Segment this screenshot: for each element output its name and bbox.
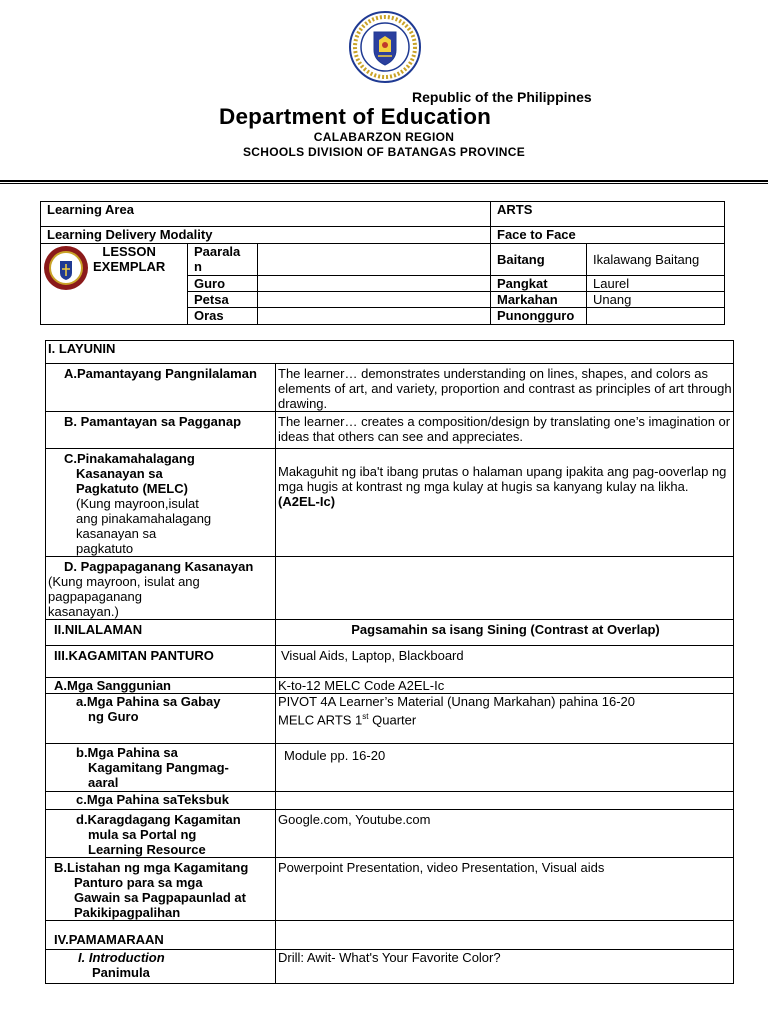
pamantayang-nilalaman-value: The learner… demonstrates understanding on lines, shapes, and colors as elements of art, and variety, proportion and contrast as principles of art through drawing. [276, 364, 734, 412]
republic-line: Republic of the Philippines [412, 89, 592, 105]
melc-label: C.Pinakamahalagang Kasanayan sa Pagkatuto (MELC) (Kung mayroon,isulat ang pinakamahalagang kasanayan sa pagkatuto [46, 449, 276, 557]
oras-label: Oras [188, 308, 258, 325]
nilalaman-value: Pagsamahin sa isang Sining (Contrast at Overlap) [276, 620, 734, 646]
pangkat-label: Pangkat [491, 276, 587, 292]
division-line: SCHOOLS DIVISION OF BATANGAS PROVINCE [242, 145, 525, 159]
pamamaraan-label: IV.PAMAMARAAN [46, 921, 276, 950]
introduction-value: Drill: Awit- What's Your Favorite Color? [276, 950, 734, 984]
gabay-guro-label: a.Mga Pahina sa Gabay ng Guro [46, 694, 276, 744]
deped-seal [348, 10, 422, 84]
kagamitang-pangmagaaral-value: Module pp. 16-20 [276, 744, 734, 792]
learning-area-value: ARTS [491, 202, 725, 227]
portal-label: d.Karagdagang Kagamitan mula sa Portal ng Learning Resource [46, 810, 276, 858]
sanggunian-label: A.Mga Sanggunian [46, 678, 276, 694]
pagpapaganang-label: D. Pagpapaganang Kasanayan (Kung mayroon, isulat ang pagpapaganang kasanayan.) [46, 557, 276, 620]
pamamaraan-value [276, 921, 734, 950]
header-rule [0, 180, 768, 182]
modality-value: Face to Face [491, 227, 725, 244]
petsa-label: Petsa [188, 292, 258, 308]
lesson-plan-table [45, 340, 734, 984]
header-rule-thin [0, 183, 768, 184]
region-line: CALABARZON REGION [313, 130, 455, 144]
pangkat-value: Laurel [587, 276, 725, 292]
learning-area-label: Learning Area [41, 202, 491, 227]
markahan-value: Unang [587, 292, 725, 308]
markahan-label: Markahan [491, 292, 587, 308]
punongguro-value [587, 308, 725, 325]
department-title: Department of Education [219, 104, 492, 129]
kagamitan-panturo-value: Visual Aids, Laptop, Blackboard [276, 646, 734, 678]
paaralan-label: Paarala n [188, 244, 258, 276]
pamantayan-pagganap-value: The learner… creates a composition/design by translating one’s imagination or ideas that others can see and appreciates. [276, 412, 734, 449]
introduction-label: I. Introduction Panimula [46, 950, 276, 984]
school-logo-icon [43, 245, 89, 291]
melc-value: Makaguhit ng iba't ibang prutas o halaman upang ipakita ang pag-ooverlap ng mga hugis at kontrast ng mga kulay at hugis sa kanyang kulay na likha. (A2EL-Ic) [276, 449, 734, 557]
petsa-value [258, 292, 491, 308]
sanggunian-value: K-to-12 MELC Code A2EL-Ic [276, 678, 734, 694]
gabay-guro-value: PIVOT 4A Learner’s Material (Unang Markahan) pahina 16-20 MELC ARTS 1st Quarter [276, 694, 734, 744]
exemplar-label: EXEMPLAR [93, 259, 166, 274]
baitang-value: Ikalawang Baitang [587, 244, 725, 276]
guro-value [258, 276, 491, 292]
punongguro-label: Punongguro [491, 308, 587, 325]
lesson-info-table [40, 201, 725, 325]
kagamitan-panturo-label: III.KAGAMITAN PANTURO [46, 646, 276, 678]
guro-label: Guro [188, 276, 258, 292]
layunin-heading: I. LAYUNIN [46, 341, 734, 364]
listahan-value: Powerpoint Presentation, video Presentation, Visual aids [276, 858, 734, 921]
kagamitang-pangmagaaral-label: b.Mga Pahina sa Kagamitang Pangmag- aaral [46, 744, 276, 792]
modality-label: Learning Delivery Modality [41, 227, 491, 244]
lesson-label: LESSON [102, 244, 156, 259]
pagpapaganang-value [276, 557, 734, 620]
oras-value [258, 308, 491, 325]
teksbuk-value [276, 792, 734, 810]
teksbuk-label: c.Mga Pahina saTeksbuk [46, 792, 276, 810]
nilalaman-label: II.NILALAMAN [46, 620, 276, 646]
portal-value: Google.com, Youtube.com [276, 810, 734, 858]
paaralan-value [258, 244, 491, 276]
pamantayan-pagganap-label: B. Pamantayan sa Pagganap [46, 412, 276, 449]
listahan-label: B.Listahan ng mga Kagamitang Panturo para sa mga Gawain sa Pagpapaunlad at Pakikipagpalihan [46, 858, 276, 921]
baitang-label: Baitang [491, 244, 587, 276]
pamantayang-nilalaman-label: A.Pamantayang Pangnilalaman [46, 364, 276, 412]
lesson-exemplar-cell [41, 244, 188, 325]
